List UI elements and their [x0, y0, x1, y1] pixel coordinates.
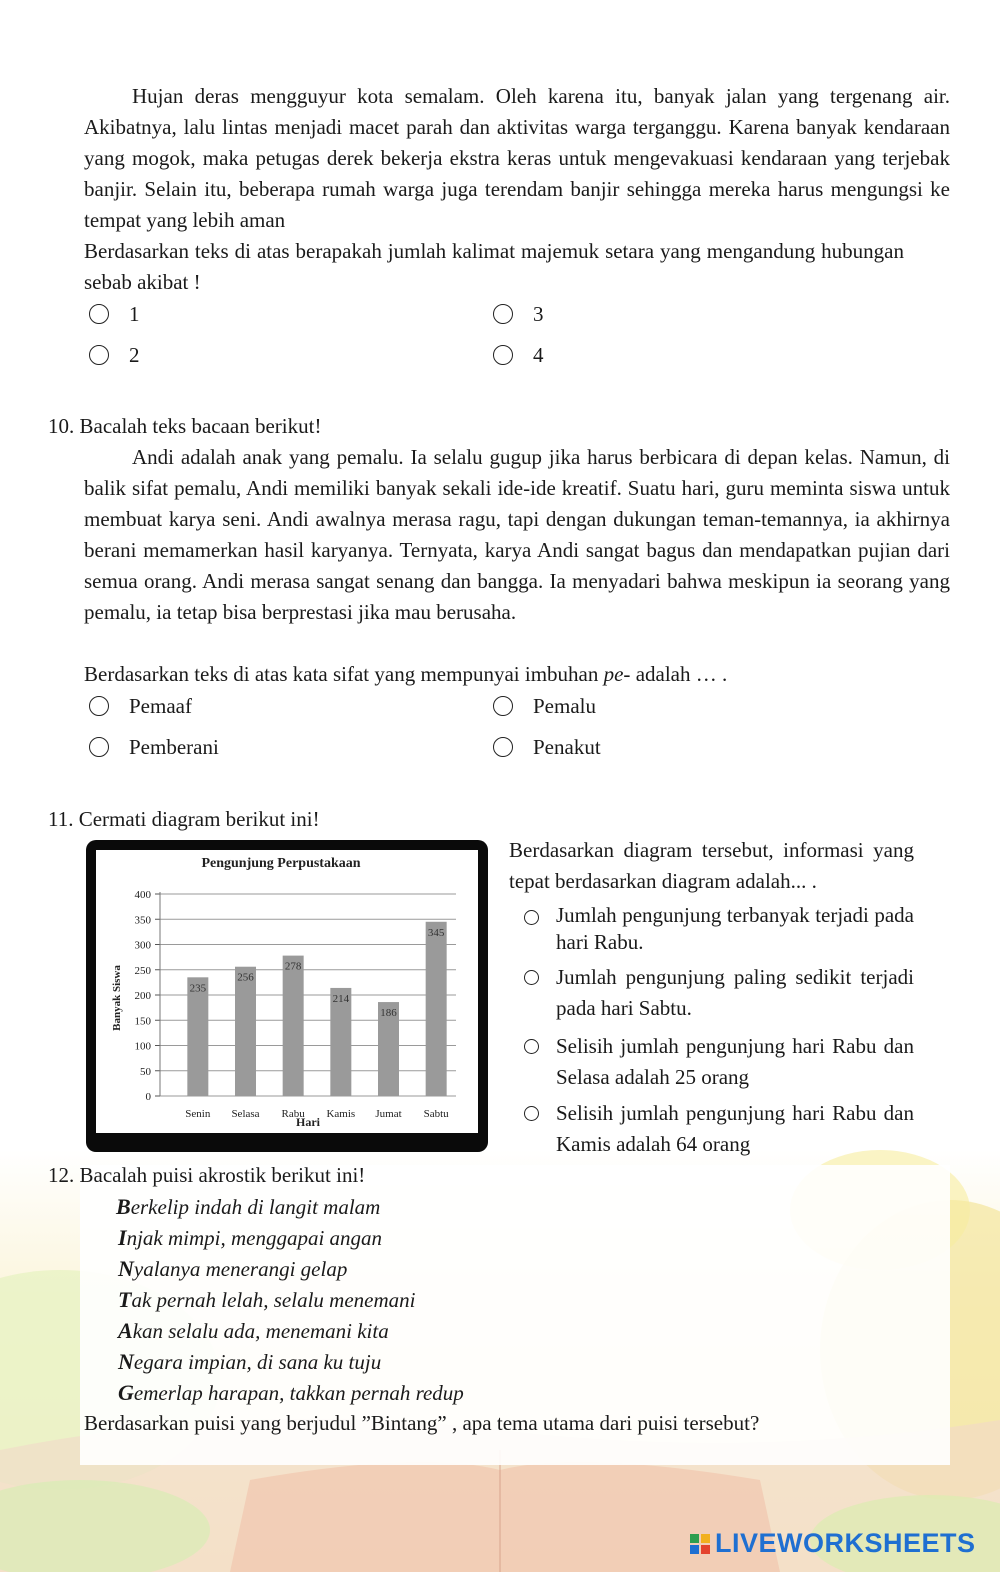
q9-option-3[interactable]: [493, 300, 544, 328]
radio-button[interactable]: [493, 345, 513, 365]
q10-option-label: Penakut: [533, 735, 601, 759]
logo-square: [690, 1545, 699, 1554]
chart-y-tick-label: 250: [134, 964, 151, 977]
chart-x-tick-label: Sabtu: [423, 1108, 449, 1120]
poem-text: erkelip indah di langit malam: [130, 1195, 381, 1219]
q11-option-a-label: Jumlah pengunjung terbanyak terjadi pada hari Rabu.: [556, 903, 914, 954]
q9-passage: Hujan deras mengguyur kota semalam. Oleh karena itu, banyak jalan yang tergenang air. Akibatnya, lalu lintas menjadi macet parah dan aktivitas warga terganggu. Karena banyak kendaraan yang mogok, maka petugas derek bekerja ekstra keras untuk mengevakuasi kendaraan yang terjebak banjir. Selain itu, beberapa rumah warga juga terendam banjir sehingga mereka harus mengungsi ke tempat yang lebih aman: [84, 84, 950, 232]
q12-question: Berdasarkan puisi yang berjudul ”Bintang” , apa tema utama dari puisi tersebut?: [84, 1411, 760, 1435]
logo-square: [701, 1545, 710, 1554]
chart-data-label: 345: [427, 926, 445, 939]
q9-option-4[interactable]: [493, 341, 544, 369]
chart-data-label: 278: [284, 960, 302, 973]
q11-option-b-label: Jumlah pengunjung paling sedikit terjadi pada hari Sabtu.: [556, 965, 914, 1020]
radio-button[interactable]: [524, 1106, 539, 1121]
chart-data-label: 235: [189, 982, 207, 995]
q10-option-pemaaf[interactable]: [89, 692, 192, 720]
chart-y-tick-label: 50: [140, 1065, 151, 1078]
q9-option-2[interactable]: [89, 341, 140, 369]
q10-question-end: adalah … .: [630, 662, 728, 686]
poem-line: [118, 1222, 382, 1254]
chart-bar: [187, 977, 208, 1096]
chart-area: [96, 850, 478, 1133]
radio-button[interactable]: [493, 304, 513, 324]
chart-x-axis-label: Hari: [296, 1115, 320, 1129]
chart-data-labels: [190, 927, 445, 1019]
q10-option-label: Pemaaf: [129, 694, 192, 718]
radio-button[interactable]: [524, 910, 539, 925]
chart-y-tick-label: 300: [134, 939, 151, 952]
radio-button[interactable]: [524, 1039, 539, 1054]
q10-option-label: Pemberani: [129, 735, 219, 759]
q9-option-2-label: 2: [129, 343, 140, 367]
chart-y-tick-label: 100: [134, 1040, 151, 1053]
chart-y-tick-label: 400: [134, 889, 151, 901]
poem-text: yalanya menerangi gelap: [133, 1257, 348, 1281]
chart-bar: [235, 967, 256, 1096]
radio-button[interactable]: [89, 304, 109, 324]
poem-initial: B: [116, 1194, 131, 1219]
poem-text: emerlap harapan, takkan pernah redup: [133, 1381, 464, 1405]
poem-line: [118, 1284, 415, 1316]
chart-y-axis-label: Banyak Siswa: [111, 965, 123, 1031]
q10-question: [84, 659, 727, 690]
chart-data-label: 186: [380, 1007, 397, 1020]
chart-y-tick-label: 150: [134, 1015, 151, 1028]
chart-bar: [426, 922, 447, 1096]
q11-option-d[interactable]: [514, 1098, 914, 1160]
chart-x-tick-label: Senin: [185, 1108, 211, 1120]
logo-mark-icon: [690, 1534, 710, 1554]
logo-text: LIVEWORKSHEETS: [715, 1528, 976, 1558]
poem-initial: I: [118, 1225, 127, 1250]
chart-x-tick-label: Rabu: [281, 1108, 305, 1120]
logo-square: [701, 1534, 710, 1543]
poem-text: ak pernah lelah, selalu menemani: [131, 1288, 416, 1312]
poem-line: [118, 1315, 389, 1347]
poem-text: egara impian, di sana ku tuju: [133, 1350, 382, 1374]
chart-y-tick-label: 200: [134, 990, 151, 1002]
q10-question-text: Berdasarkan teks di atas kata sifat yang mempunyai imbuhan: [84, 662, 604, 686]
chart-y-tick-label: 0: [145, 1091, 151, 1103]
q11-option-c[interactable]: [514, 1031, 914, 1093]
poem-initial: A: [118, 1318, 133, 1343]
q11-option-d-label: Selisih jumlah pengunjung hari Rabu dan Kamis adalah 64 orang: [556, 1101, 914, 1156]
q10-option-pemalu[interactable]: [493, 692, 596, 720]
poem-text: kan selalu ada, menemani kita: [132, 1319, 389, 1343]
poem-line: [118, 1253, 347, 1285]
poem-initial: N: [118, 1256, 134, 1281]
chart-x-tick-label: Jumat: [375, 1108, 402, 1120]
q9-option-4-label: 4: [533, 343, 544, 367]
chart-x-tick-label: Kamis: [326, 1108, 356, 1120]
q10-option-label: Pemalu: [533, 694, 596, 718]
q9-option-1-label: 1: [129, 302, 140, 326]
q12-heading: 12. Bacalah puisi akrostik berikut ini!: [48, 1163, 366, 1187]
liveworksheets-logo: [690, 1528, 976, 1559]
poem-initial: N: [118, 1349, 134, 1374]
q10-passage: Andi adalah anak yang pemalu. Ia selalu gugup jika harus berbicara di depan kelas. Namun, di balik sifat pemalu, Andi memiliki banyak sekali ide-ide kreatif. Suatu hari, guru meminta siswa untuk membuat karya seni. Andi awalnya merasa ragu, tapi dengan dukungan teman-temannya, ia akhirnya berani memamerkan hasil karyanya. Ternyata, karya Andi sangat bagus dan mendapatkan pujian dari semua orang. Andi merasa sangat senang dan bangga. Ia menyadari bahwa meskipun ia seorang yang pemalu, ia tetap bisa berprestasi jika mau berusaha.: [84, 445, 950, 624]
poem-line: [118, 1377, 464, 1409]
radio-button[interactable]: [89, 345, 109, 365]
chart-frame: [86, 840, 488, 1152]
chart-y-ticks: [135, 889, 152, 1103]
poem-initial: T: [118, 1287, 132, 1312]
chart-title: Pengunjung Perpustakaan: [201, 856, 361, 871]
q9-option-1[interactable]: [89, 300, 140, 328]
q11-option-a[interactable]: [514, 902, 914, 956]
bar-chart: [96, 850, 478, 1133]
chart-data-label: 256: [237, 971, 254, 984]
radio-button[interactable]: [493, 696, 513, 716]
q11-option-b[interactable]: [514, 962, 914, 1024]
q10-option-penakut[interactable]: [493, 733, 601, 761]
q11-question: Berdasarkan diagram tersebut, informasi yang tepat berdasarkan diagram adalah... .: [509, 838, 914, 893]
poem-line: [118, 1346, 381, 1378]
chart-data-label: 214: [332, 992, 350, 1005]
chart-bars: [187, 922, 446, 1096]
logo-square: [690, 1534, 699, 1543]
q9-option-3-label: 3: [533, 302, 544, 326]
chart-y-tick-label: 350: [134, 914, 151, 927]
radio-button[interactable]: [89, 696, 109, 716]
radio-button[interactable]: [524, 970, 539, 985]
poem-line: [116, 1191, 380, 1223]
q10-heading: 10. Bacalah teks bacaan berikut!: [48, 414, 322, 438]
chart-x-tick-label: Selasa: [231, 1108, 260, 1120]
poem-initial: G: [118, 1380, 134, 1405]
poem-text: njak mimpi, menggapai angan: [126, 1226, 383, 1250]
q11-option-c-label: Selisih jumlah pengunjung hari Rabu dan Selasa adalah 25 orang: [556, 1034, 914, 1089]
q11-heading: 11. Cermati diagram berikut ini!: [48, 807, 320, 831]
q10-option-pemberani[interactable]: [89, 733, 219, 761]
radio-button[interactable]: [493, 737, 513, 757]
q9-question: Berdasarkan teks di atas berapakah jumlah kalimat majemuk setara yang mengandung hubungan sebab akibat !: [84, 239, 904, 294]
radio-button[interactable]: [89, 737, 109, 757]
chart-bar: [283, 956, 304, 1096]
q10-question-affix: pe-: [603, 662, 631, 686]
